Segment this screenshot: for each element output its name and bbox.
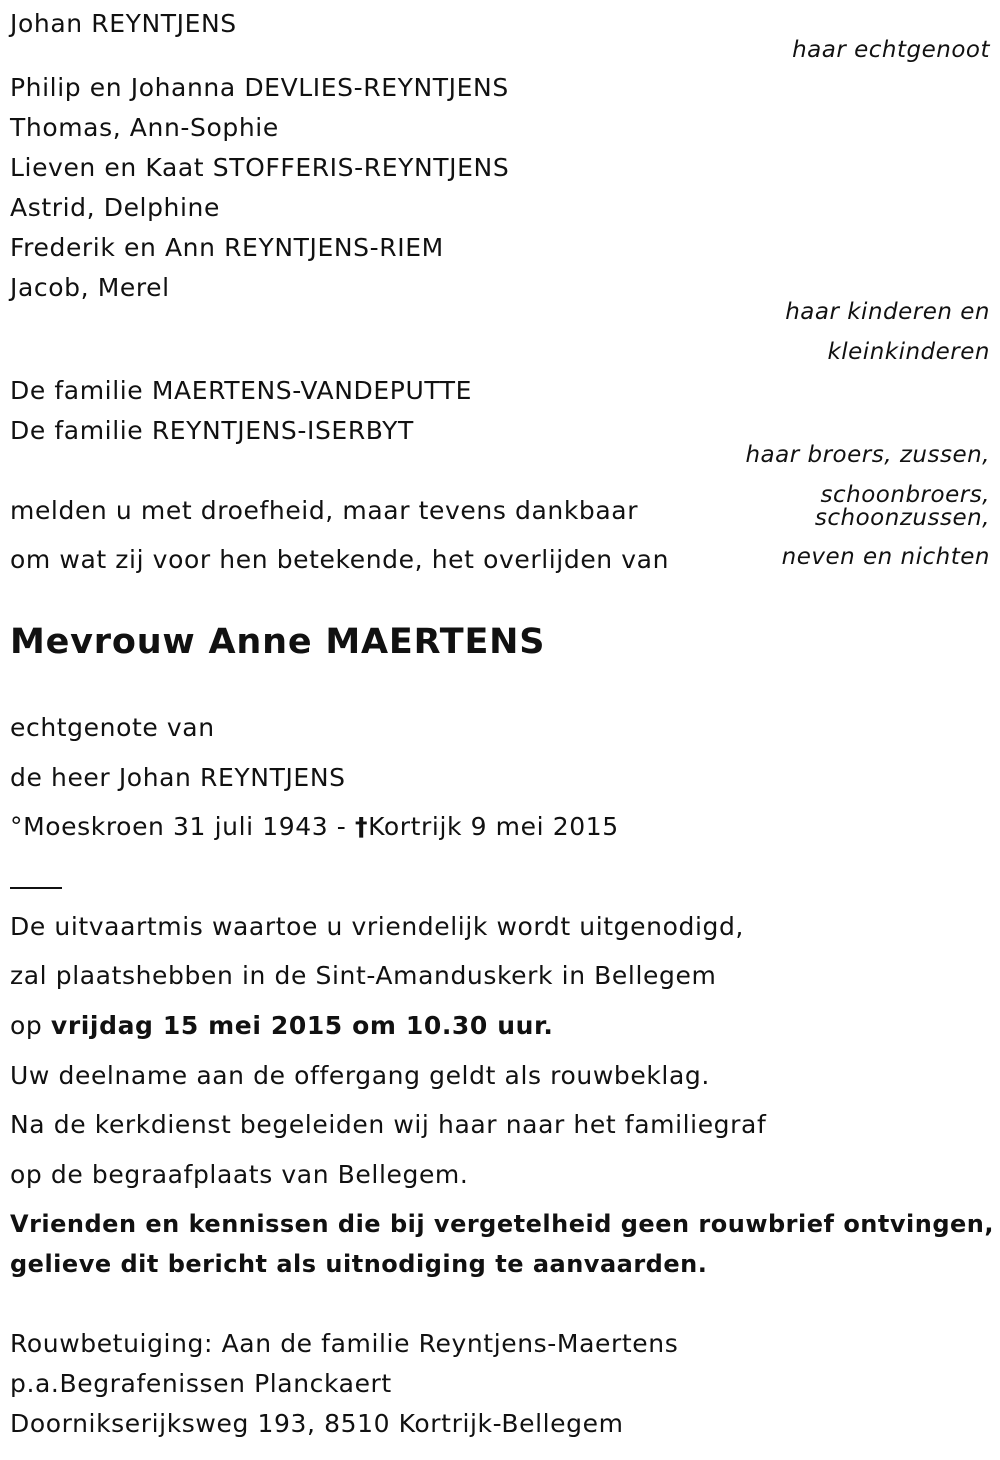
funeral-line: zal plaatshebben in de Sint-Amanduskerk in Bellegem <box>10 961 717 990</box>
relation-siblings: haar broers, zussen, <box>745 442 990 468</box>
invitation-notice: Vrienden en kennissen die bij vergetelheid geen rouwbrief ontvingen, <box>10 1210 994 1238</box>
extended-family-line: De familie REYNTJENS-ISERBYT <box>10 416 414 445</box>
relation-children: haar kinderen en <box>785 299 990 325</box>
announcement-line: melden u met droefheid, maar tevens dankbaar <box>10 496 639 525</box>
death-date: Kortrijk 9 mei 2015 <box>368 812 619 841</box>
deceased-name: Mevrouw Anne MAERTENS <box>10 622 546 662</box>
relation-spouse: haar echtgenoot <box>792 37 990 63</box>
deceased-relation: echtgenote van <box>10 713 215 742</box>
relation-siblings-cont: neven en nichten <box>781 544 990 570</box>
condolence-line: p.a.Begrafenissen Planckaert <box>10 1369 392 1398</box>
relation-children-cont: kleinkinderen <box>827 339 990 365</box>
child-family-line: Lieven en Kaat STOFFERIS-REYNTJENS <box>10 153 510 182</box>
spouse-name: Johan REYNTJENS <box>10 9 237 38</box>
child-family-line: Philip en Johanna DEVLIES-REYNTJENS <box>10 73 509 102</box>
birth-date: °Moeskroen 31 juli 1943 - <box>10 812 355 841</box>
relation-siblings-cont: schoonbroers, <box>820 482 990 508</box>
funeral-date: vrijdag 15 mei 2015 om 10.30 uur. <box>50 1011 554 1040</box>
divider <box>10 887 62 889</box>
birth-death-dates <box>10 811 619 843</box>
announcement-line: om wat zij voor hen betekende, het overlijden van <box>10 545 670 574</box>
funeral-line: De uitvaartmis waartoe u vriendelijk wordt uitgenodigd, <box>10 912 744 941</box>
funeral-line: Na de kerkdienst begeleiden wij haar naar het familiegraf <box>10 1110 767 1139</box>
funeral-date-line <box>10 1010 553 1042</box>
grandchildren-line: Jacob, Merel <box>10 273 170 302</box>
condolence-address: Doornikserijksweg 193, 8510 Kortrijk-Bellegem <box>10 1409 624 1438</box>
deceased-spouse: de heer Johan REYNTJENS <box>10 763 346 792</box>
grandchildren-line: Astrid, Delphine <box>10 193 220 222</box>
funeral-date-prefix: op <box>10 1011 51 1040</box>
cross-icon: † <box>354 812 369 841</box>
invitation-notice: gelieve dit bericht als uitnodiging te aanvaarden. <box>10 1250 708 1278</box>
relation-siblings-cont: schoonzussen, <box>814 505 990 531</box>
condolence-line: Rouwbetuiging: Aan de familie Reyntjens-Maertens <box>10 1329 679 1358</box>
grandchildren-line: Thomas, Ann-Sophie <box>10 113 279 142</box>
funeral-line: Uw deelname aan de offergang geldt als rouwbeklag. <box>10 1061 710 1090</box>
funeral-line: op de begraafplaats van Bellegem. <box>10 1160 469 1189</box>
extended-family-line: De familie MAERTENS-VANDEPUTTE <box>10 376 473 405</box>
child-family-line: Frederik en Ann REYNTJENS-RIEM <box>10 233 444 262</box>
